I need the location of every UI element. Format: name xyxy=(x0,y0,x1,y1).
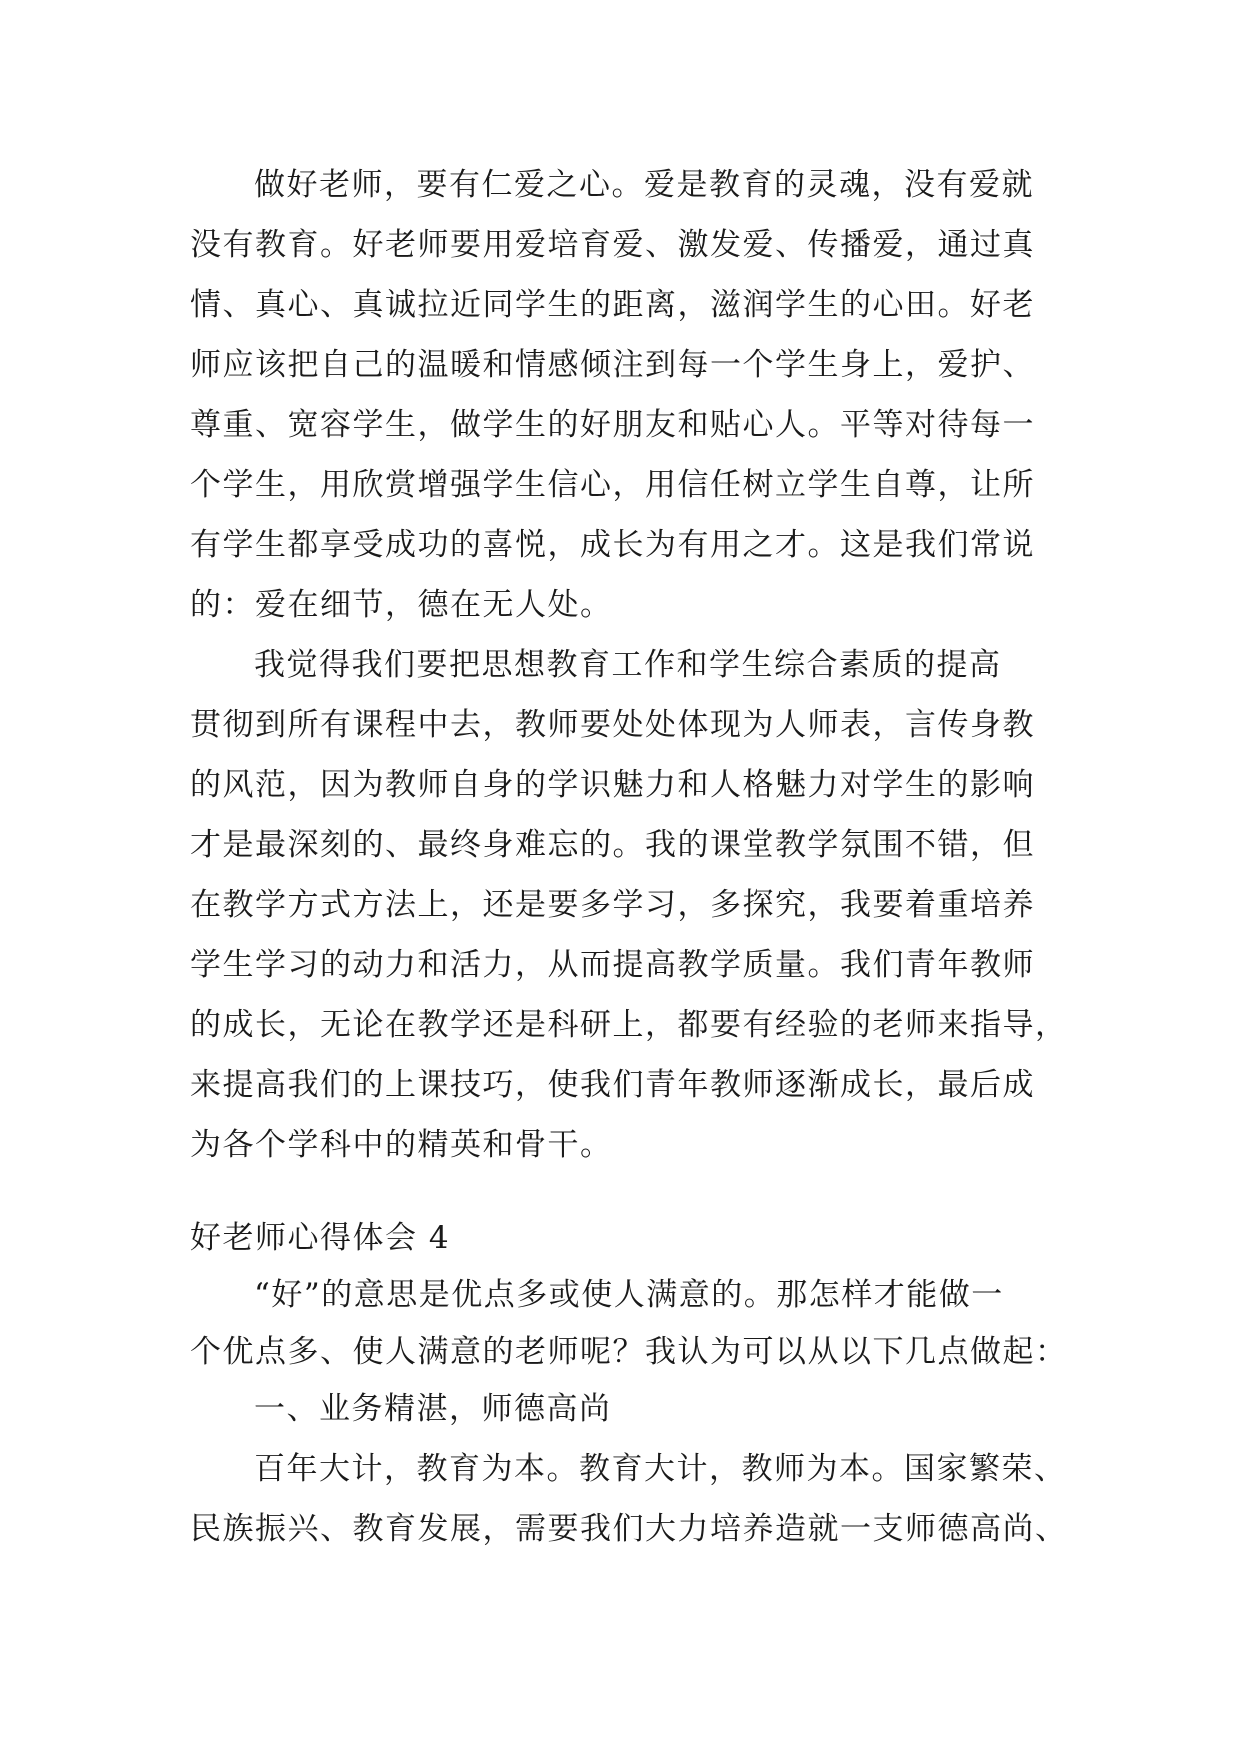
paragraph-2-line-5: 在教学方式方法上，还是要多学习，多探究，我要着重培养 xyxy=(190,887,1035,923)
paragraph-4-line-2: 民族振兴、教育发展，需要我们大力培养造就一支师德高尚、 xyxy=(190,1511,1068,1547)
paragraph-2-line-3: 的风范，因为教师自身的学识魅力和人格魅力对学生的影响 xyxy=(190,767,1035,803)
paragraph-1-line-4: 师应该把自己的温暖和情感倾注到每一个学生身上，爱护、 xyxy=(190,347,1035,383)
paragraph-2-line-2: 贯彻到所有课程中去，教师要处处体现为人师表，言传身教 xyxy=(190,707,1035,743)
paragraph-1-line-7: 有学生都享受成功的喜悦，成长为有用之才。这是我们常说 xyxy=(190,527,1035,563)
paragraph-1-line-2: 没有教育。好老师要用爱培育爱、激发爱、传播爱，通过真 xyxy=(190,227,1035,263)
paragraph-1-line-3: 情、真心、真诚拉近同学生的距离，滋润学生的心田。好老 xyxy=(190,287,1035,323)
paragraph-1-line-6: 个学生，用欣赏增强学生信心，用信任树立学生自尊，让所 xyxy=(190,467,1035,503)
paragraph-1-line-5: 尊重、宽容学生，做学生的好朋友和贴心人。平等对待每一 xyxy=(190,407,1035,443)
paragraph-2-line-1: 我觉得我们要把思想教育工作和学生综合素质的提高 xyxy=(254,647,1002,683)
paragraph-1-line-1: 做好老师，要有仁爱之心。爱是教育的灵魂，没有爱就 xyxy=(254,167,1034,203)
paragraph-2-line-4: 才是最深刻的、最终身难忘的。我的课堂教学氛围不错，但 xyxy=(190,827,1035,863)
paragraph-3-line-2: 个优点多、使人满意的老师呢？我认为可以从以下几点做起： xyxy=(190,1334,1068,1370)
paragraph-2-line-7: 的成长，无论在教学还是科研上，都要有经验的老师来指导， xyxy=(190,1007,1068,1043)
paragraph-2-line-9: 为各个学科中的精英和骨干。 xyxy=(190,1127,613,1163)
subheading: 一、业务精湛，师德高尚 xyxy=(254,1391,612,1427)
paragraph-4-line-1: 百年大计，教育为本。教育大计，教师为本。国家繁荣、 xyxy=(254,1451,1067,1487)
paragraph-2-line-8: 来提高我们的上课技巧，使我们青年教师逐渐成长，最后成 xyxy=(190,1067,1035,1103)
paragraph-1-line-8: 的：爱在细节，德在无人处。 xyxy=(190,587,613,623)
section-title: 好老师心得体会 4 xyxy=(190,1220,451,1256)
paragraph-3-line-1: “好”的意思是优点多或使人满意的。那怎样才能做一 xyxy=(254,1277,1004,1313)
paragraph-2-line-6: 学生学习的动力和活力，从而提高教学质量。我们青年教师 xyxy=(190,947,1035,983)
